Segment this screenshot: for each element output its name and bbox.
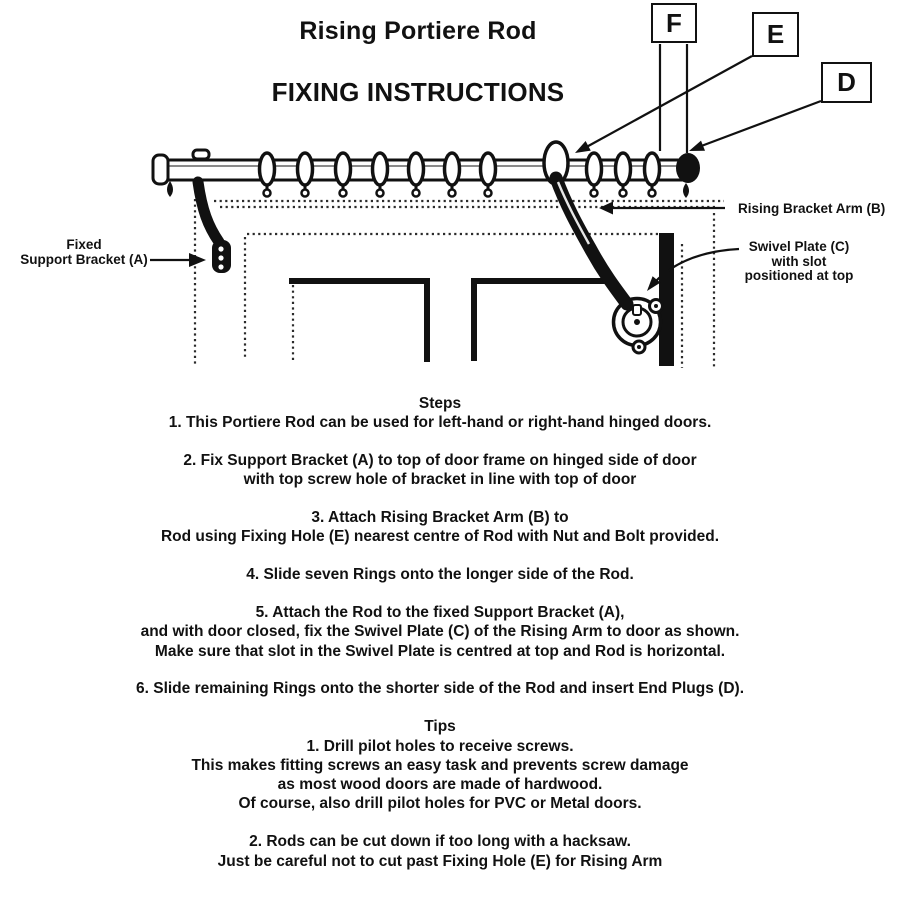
callout-d-line <box>696 101 821 148</box>
step-2: 2. Fix Support Bracket (A) to top of door frame on hinged side of door with top screw hole of bracket in line with top of door <box>183 452 697 489</box>
end-plug-drop <box>683 183 689 198</box>
instructions-text <box>2 394 878 889</box>
label-swivel-plate-c-line1: Swivel Plate (C) <box>748 239 850 254</box>
tip-1: 1. Drill pilot holes to receive screws. This makes fitting screws an easy task and prevents screw damage as most wood doors are made of hardwood. Of course, also drill pilot holes for PVC or Metal doors. <box>191 737 689 813</box>
callout-box-d <box>821 62 872 103</box>
step-1: 1. This Portiere Rod can be used for left-hand or right-hand hinged doors. <box>168 414 712 432</box>
step-4: 4. Slide seven Rings onto the longer side of the Rod. <box>246 566 634 584</box>
step-5: 5. Attach the Rod to the fixed Support Bracket (A), and with door closed, fix the Swivel Plate (C) of the Rising Arm to door as shown. Make sure that slot in the Swivel Plate is centred at top and Rod is horizontal. <box>140 604 740 660</box>
portiere-rod-diagram <box>0 0 900 392</box>
callout-letter-f: F <box>666 7 682 38</box>
callout-letter-e: E <box>766 19 785 49</box>
label-swivel-plate-c-line2: with slot <box>771 253 827 269</box>
end-plug-d <box>676 153 700 183</box>
page-title: Rising Portiere Rod <box>299 17 537 45</box>
label-rising-bracket-arm-b: Rising Bracket Arm (B) <box>738 201 886 216</box>
door-edge-bar <box>659 233 674 366</box>
callout-box-e <box>752 12 799 57</box>
door-panel-lines <box>289 281 609 362</box>
rod-left-end-cap <box>153 155 168 184</box>
label-support-bracket-a-line1: Fixed <box>66 237 102 252</box>
label-support-bracket-a-line2: Support Bracket (A) <box>20 251 148 267</box>
label-support-bracket-a <box>16 238 152 267</box>
page-subtitle: FIXING INSTRUCTIONS <box>271 77 565 107</box>
callout-box-f <box>651 3 697 43</box>
label-swivel-plate-c <box>736 240 862 284</box>
tips-heading: Tips <box>424 718 456 736</box>
step-3: 3. Attach Rising Bracket Arm (B) to Rod using Fixing Hole (E) nearest centre of Rod with Nut and Bolt provided. <box>160 509 719 546</box>
callout-letter-d: D <box>837 67 856 97</box>
tip-2: 2. Rods can be cut down if too long with a hacksaw. Just be careful not to cut past Fixing Hole (E) for Rising Arm <box>217 833 663 870</box>
step-6: 6. Slide remaining Rings onto the shorter side of the Rod and insert End Plugs (D). <box>136 680 744 698</box>
label-swivel-plate-c-line3: positioned at top <box>744 268 854 283</box>
left-end-drop <box>167 181 173 197</box>
steps-heading: Steps <box>418 395 462 412</box>
